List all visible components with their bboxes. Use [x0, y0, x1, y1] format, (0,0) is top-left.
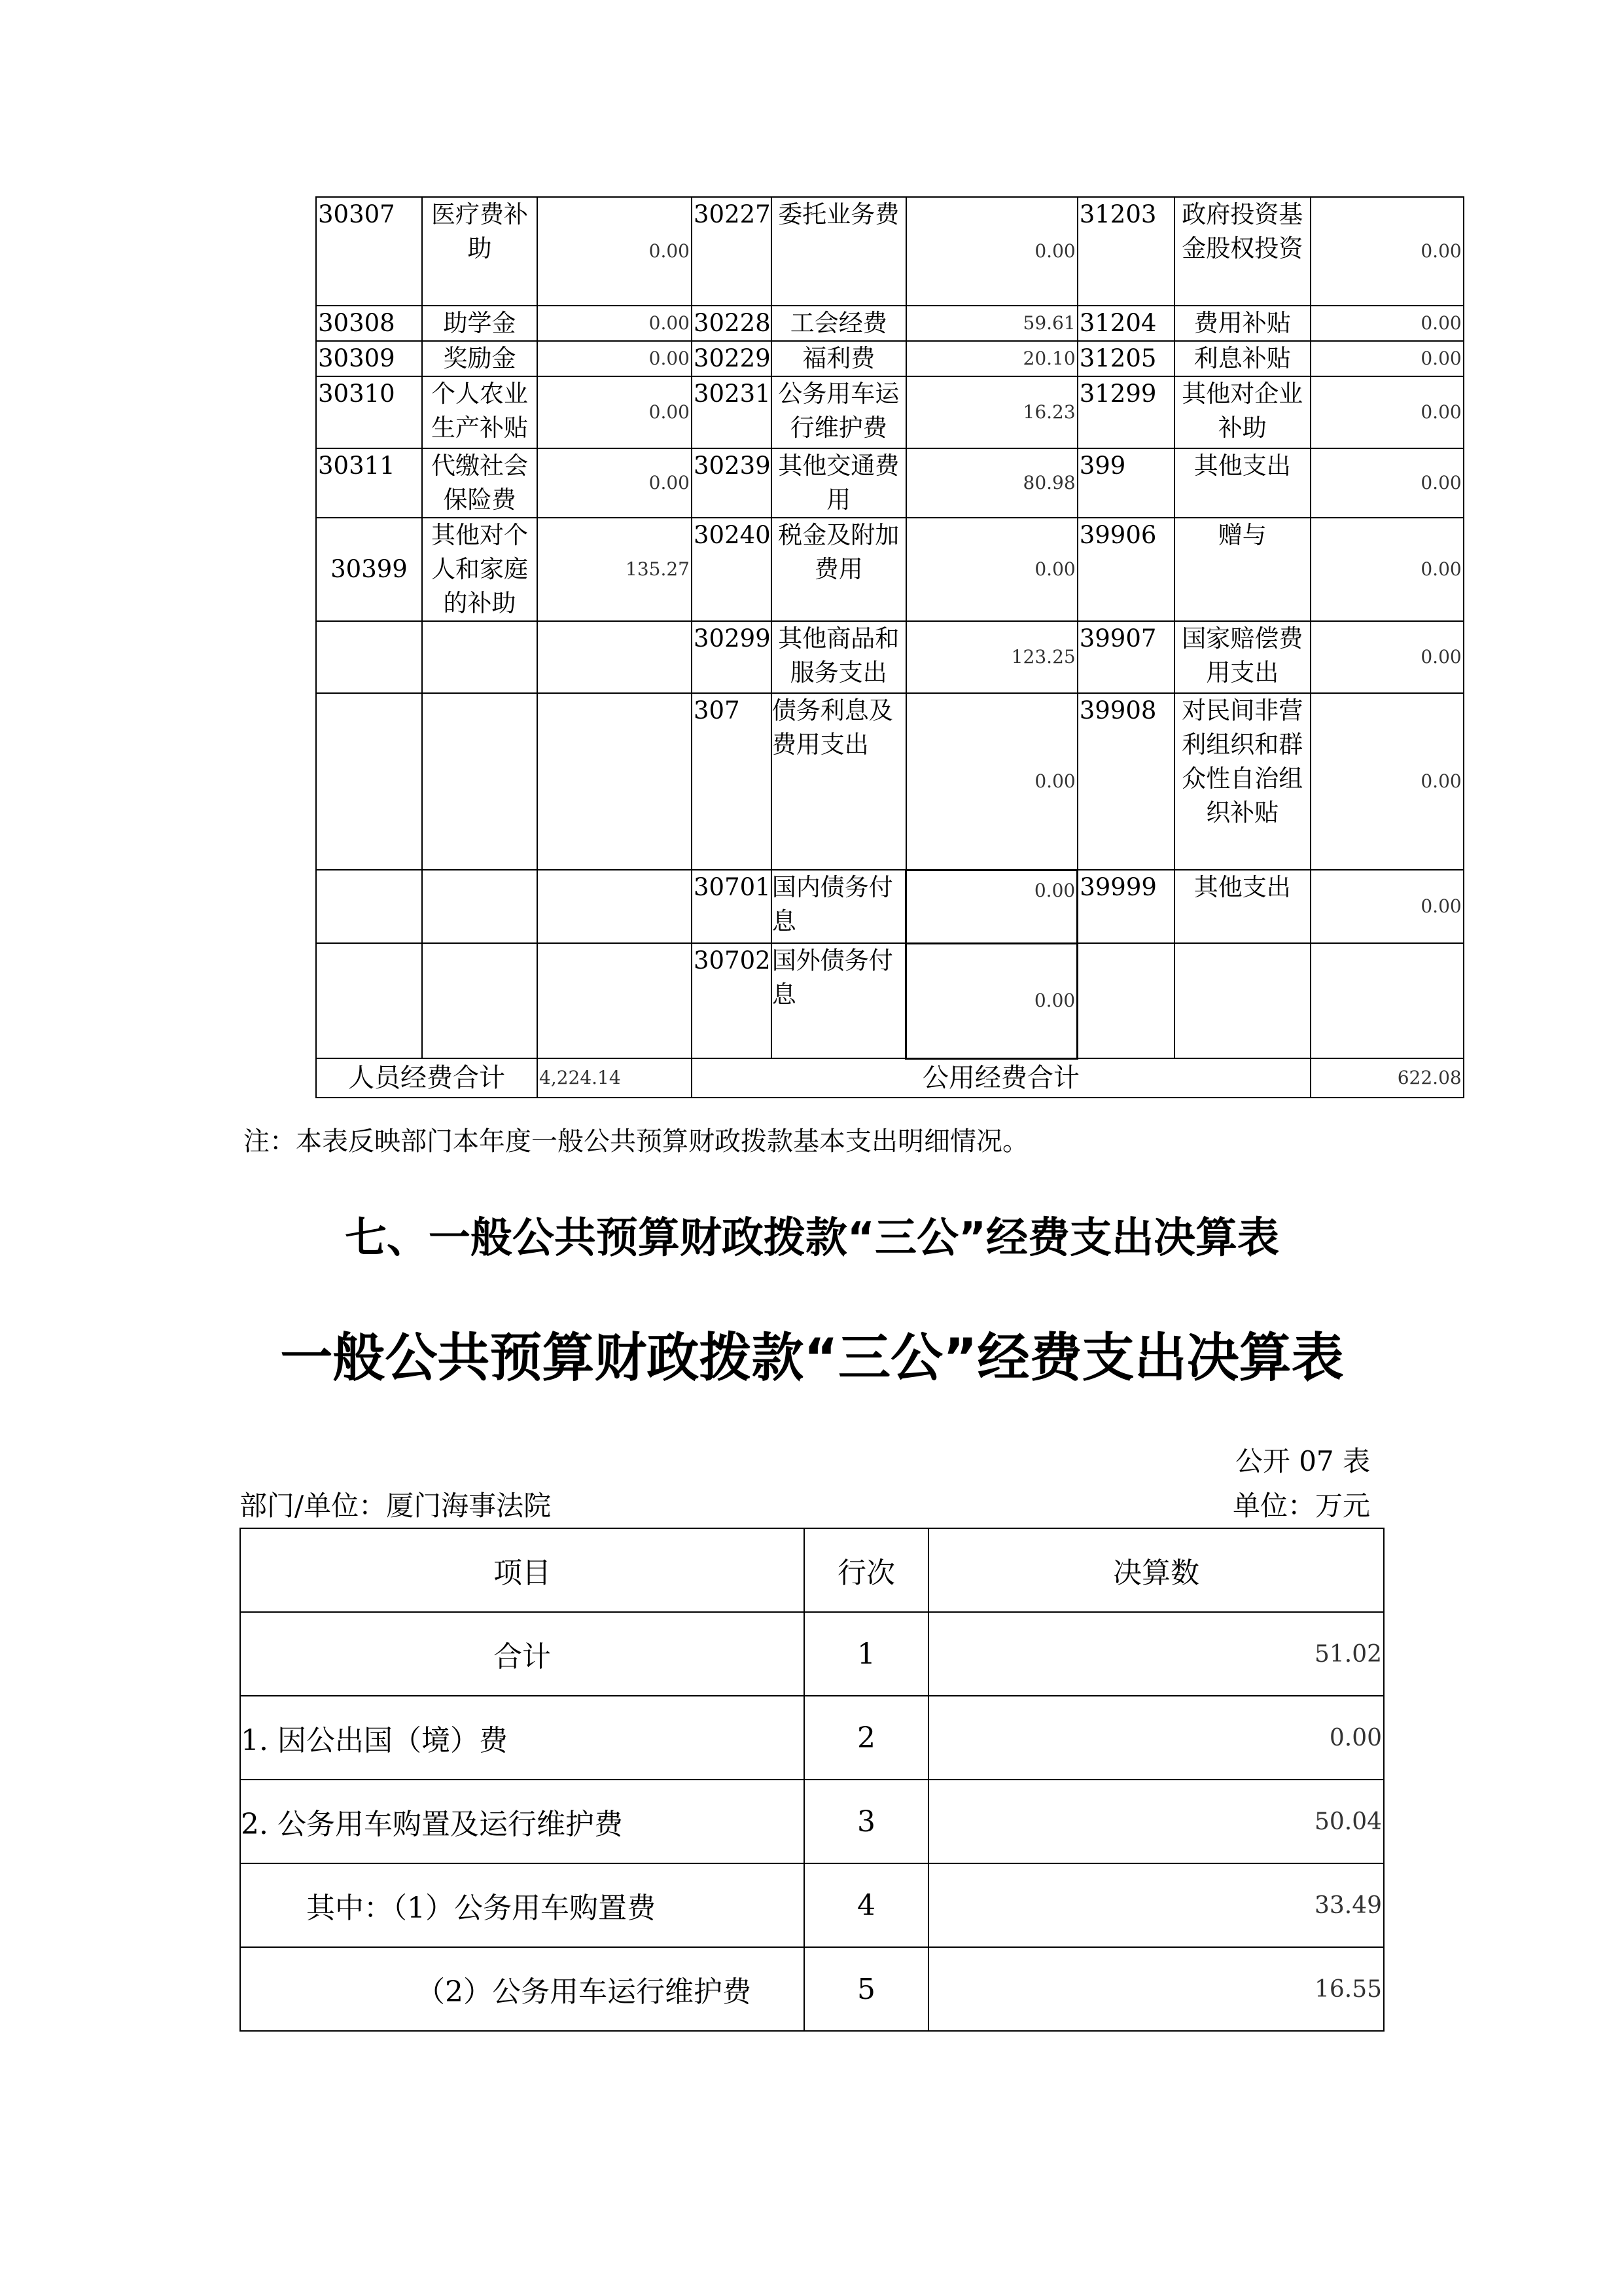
row-item: 合计 [240, 1612, 804, 1696]
cell-item: 对民间非营利组织和群众性自治组织补贴 [1174, 693, 1311, 870]
cell-amount: 80.98 [906, 448, 1078, 518]
cell-code: 31205 [1078, 341, 1174, 376]
row-amount: 33.49 [928, 1863, 1384, 1947]
row-item: 其中：（1）公务用车购置费 [240, 1863, 804, 1947]
cell-code: 30702 [692, 943, 771, 1058]
row-line: 4 [804, 1863, 928, 1947]
table-row [240, 1947, 1384, 2031]
cell-code [316, 621, 422, 693]
cell-code: 31299 [1078, 376, 1174, 448]
cell-amount: 0.00 [906, 693, 1078, 870]
table-row [316, 621, 1464, 693]
row-amount: 51.02 [928, 1612, 1384, 1696]
cell-item: 税金及附加费用 [771, 518, 906, 621]
cell-code: 30240 [692, 518, 771, 621]
row-item: 2. 公务用车购置及运行维护费 [240, 1780, 804, 1863]
cell-code: 31204 [1078, 306, 1174, 341]
cell-amount [537, 621, 692, 693]
cell-item [422, 621, 537, 693]
cell-code: 307 [692, 693, 771, 870]
cell-amount: 20.10 [906, 341, 1078, 376]
cell-item: 其他商品和服务支出 [771, 621, 906, 693]
cell-item: 工会经费 [771, 306, 906, 341]
table-row [316, 448, 1464, 518]
public-total-value: 622.08 [1311, 1058, 1464, 1098]
cell-code: 39906 [1078, 518, 1174, 621]
table-row [316, 870, 1464, 943]
cell-amount: 0.00 [537, 197, 692, 306]
table-header-row [240, 1528, 1384, 1612]
table-row [240, 1612, 1384, 1696]
cell-code: 30227 [692, 197, 771, 306]
cell-code: 30239 [692, 448, 771, 518]
cell-amount [537, 870, 692, 943]
cell-item: 奖励金 [422, 341, 537, 376]
cell-code: 30229 [692, 341, 771, 376]
table-row [316, 518, 1464, 621]
cell-code [316, 943, 422, 1058]
cell-item: 债务利息及费用支出 [771, 693, 906, 870]
cell-code: 30399 [316, 518, 422, 621]
cell-code: 39999 [1078, 870, 1174, 943]
public-total-label: 公用经费合计 [692, 1058, 1311, 1098]
row-line: 2 [804, 1696, 928, 1780]
personnel-total-label: 人员经费合计 [316, 1058, 537, 1098]
cell-item: 公务用车运行维护费 [771, 376, 906, 448]
table-note: 注：本表反映部门本年度一般公共预算财政拨款基本支出明细情况。 [243, 1126, 1029, 1157]
cell-code: 39907 [1078, 621, 1174, 693]
total-row [316, 1058, 1464, 1098]
cell-amount: 0.00 [537, 448, 692, 518]
cell-amount: 0.00 [537, 306, 692, 341]
cell-amount: 59.61 [906, 306, 1078, 341]
table-row [240, 1780, 1384, 1863]
cell-item: 政府投资基金股权投资 [1174, 197, 1311, 306]
cell-item: 福利费 [771, 341, 906, 376]
cell-item: 委托业务费 [771, 197, 906, 306]
cell-code: 39908 [1078, 693, 1174, 870]
cell-item: 代缴社会保险费 [422, 448, 537, 518]
table-row [316, 306, 1464, 341]
cell-amount: 0.00 [906, 197, 1078, 306]
cell-item: 医疗费补助 [422, 197, 537, 306]
cell-amount: 0.00 [1311, 306, 1464, 341]
cell-amount: 0.00 [906, 870, 1078, 943]
cell-item: 其他对企业补助 [1174, 376, 1311, 448]
cell-amount: 135.27 [537, 518, 692, 621]
cell-code: 30308 [316, 306, 422, 341]
cell-item: 国外债务付息 [771, 943, 906, 1058]
cell-item: 个人农业生产补贴 [422, 376, 537, 448]
header-item: 项目 [240, 1528, 804, 1612]
department-label: 部门/单位：厦门海事法院 [239, 1490, 552, 1522]
cell-item: 赠与 [1174, 518, 1311, 621]
cell-item: 其他支出 [1174, 448, 1311, 518]
cell-code: 30299 [692, 621, 771, 693]
cell-item [422, 870, 537, 943]
cell-code: 30701 [692, 870, 771, 943]
cell-code [316, 870, 422, 943]
cell-amount: 16.23 [906, 376, 1078, 448]
cell-item: 利息补贴 [1174, 341, 1311, 376]
cell-item [422, 943, 537, 1058]
cell-amount: 0.00 [537, 341, 692, 376]
cell-code: 30309 [316, 341, 422, 376]
row-item: （2）公务用车运行维护费 [240, 1947, 804, 2031]
cell-item: 助学金 [422, 306, 537, 341]
cell-amount: 0.00 [1311, 621, 1464, 693]
basic-expenditure-detail-table [315, 196, 1464, 1098]
cell-amount [1311, 943, 1464, 1058]
cell-item: 其他交通费用 [771, 448, 906, 518]
row-line: 5 [804, 1947, 928, 2031]
table-row [316, 376, 1464, 448]
cell-amount: 0.00 [1311, 197, 1464, 306]
cell-amount: 0.00 [906, 943, 1078, 1058]
cell-code: 30310 [316, 376, 422, 448]
row-line: 3 [804, 1780, 928, 1863]
cell-item: 费用补贴 [1174, 306, 1311, 341]
row-amount: 0.00 [928, 1696, 1384, 1780]
cell-code: 399 [1078, 448, 1174, 518]
table-row [240, 1696, 1384, 1780]
cell-code [1078, 943, 1174, 1058]
section-heading: 七、一般公共预算财政拨款“三公”经费支出决算表 [344, 1214, 1280, 1263]
row-line: 1 [804, 1612, 928, 1696]
cell-code: 30311 [316, 448, 422, 518]
cell-item: 国家赔偿费用支出 [1174, 621, 1311, 693]
cell-amount: 0.00 [537, 376, 692, 448]
cell-code: 31203 [1078, 197, 1174, 306]
cell-amount: 0.00 [1311, 448, 1464, 518]
header-line: 行次 [804, 1528, 928, 1612]
table-row [240, 1863, 1384, 1947]
row-amount: 50.04 [928, 1780, 1384, 1863]
cell-amount: 0.00 [906, 518, 1078, 621]
three-public-expenses-table [239, 1528, 1385, 2032]
cell-amount [537, 693, 692, 870]
cell-item: 其他支出 [1174, 870, 1311, 943]
cell-code: 30228 [692, 306, 771, 341]
cell-item: 国内债务付息 [771, 870, 906, 943]
cell-code [316, 693, 422, 870]
table-row [316, 693, 1464, 870]
cell-amount: 0.00 [1311, 518, 1464, 621]
cell-amount [537, 943, 692, 1058]
table-row [316, 943, 1464, 1058]
table-number: 公开 07 表 [1235, 1445, 1370, 1477]
cell-item: 其他对个人和家庭的补助 [422, 518, 537, 621]
cell-code: 30231 [692, 376, 771, 448]
header-amount: 决算数 [928, 1528, 1384, 1612]
unit-label: 单位：万元 [1232, 1490, 1370, 1522]
cell-amount: 0.00 [1311, 870, 1464, 943]
row-amount: 16.55 [928, 1947, 1384, 2031]
table-title: 一般公共预算财政拨款“三公”经费支出决算表 [280, 1327, 1344, 1388]
cell-item [422, 693, 537, 870]
cell-amount: 0.00 [1311, 693, 1464, 870]
cell-code: 30307 [316, 197, 422, 306]
row-item: 1. 因公出国（境）费 [240, 1696, 804, 1780]
table-row [316, 197, 1464, 306]
cell-amount: 0.00 [1311, 376, 1464, 448]
personnel-total-value: 4,224.14 [537, 1058, 692, 1098]
table-row [316, 341, 1464, 376]
cell-item [1174, 943, 1311, 1058]
cell-amount: 123.25 [906, 621, 1078, 693]
cell-amount: 0.00 [1311, 341, 1464, 376]
